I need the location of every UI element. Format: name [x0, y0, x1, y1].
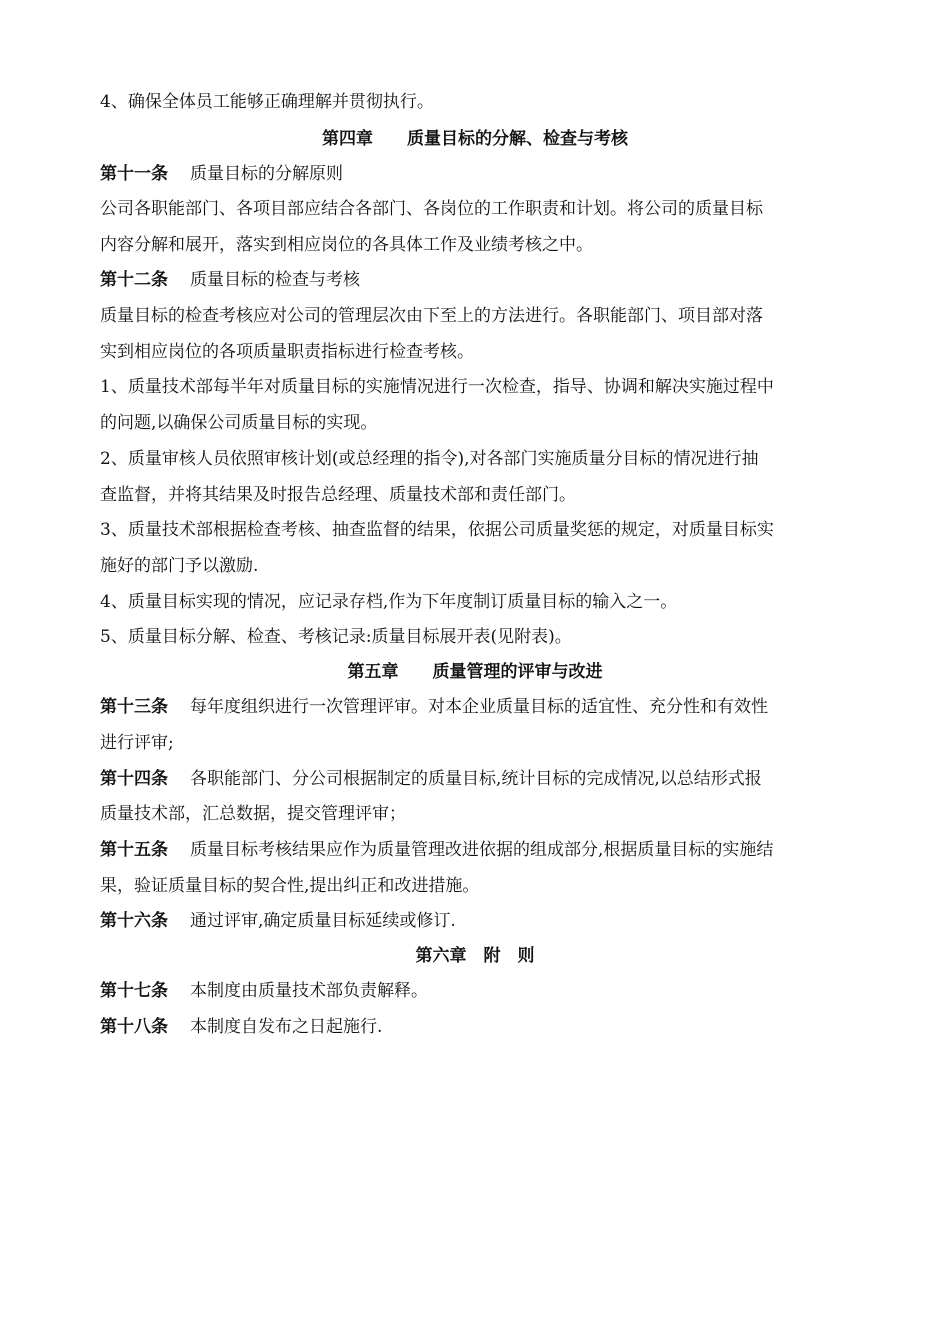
paragraph-text: 施好的部门予以激励.: [100, 556, 259, 576]
paragraph-line: [100, 802, 870, 826]
paragraph-text: 查监督，并将其结果及时报告总经理、质量技术部和责任部门。: [100, 485, 576, 505]
paragraph-text: 1、质量技术部每半年对质量目标的实施情况进行一次检查，指导、协调和解决实施过程中: [100, 377, 774, 397]
article-label: 第十一条: [100, 164, 168, 184]
paragraph-text: 公司各职能部门、各项目部应结合各部门、各岗位的工作职责和计划。将公司的质量目标: [100, 199, 763, 219]
chapter-heading-4: 第四章 质量目标的分解、检查与考核: [322, 129, 628, 149]
paragraph-text: 4、确保全体员工能够正确理解并贯彻执行。: [100, 92, 434, 112]
article-text: 质量目标考核结果应作为质量管理改进依据的组成部分,根据质量目标的实施结: [190, 840, 774, 860]
article-12: [100, 268, 870, 292]
article-label: 第十二条: [100, 270, 168, 290]
paragraph-text: 3、质量技术部根据检查考核、抽查监督的结果，依据公司质量奖惩的规定，对质量目标实: [100, 520, 774, 540]
article-11: [100, 162, 870, 186]
paragraph-text: 质量目标的检查考核应对公司的管理层次由下至上的方法进行。各职能部门、项目部对落: [100, 306, 763, 326]
list-item: [100, 590, 870, 614]
paragraph-line: [100, 197, 870, 221]
chapter-heading-6: 第六章 附 则: [415, 946, 535, 966]
article-text: 每年度组织进行一次管理评审。对本企业质量目标的适宜性、充分性和有效性: [190, 697, 768, 717]
article-title: 质量目标的检查与考核: [190, 270, 360, 290]
list-item: [100, 447, 870, 471]
article-13: [100, 695, 870, 719]
paragraph-text: 实到相应岗位的各项质量职责指标进行检查考核。: [100, 342, 474, 362]
article-18: [100, 1015, 870, 1039]
paragraph-line: [100, 340, 870, 364]
article-label: 第十三条: [100, 697, 168, 717]
paragraph-text: 2、质量审核人员依照审核计划(或总经理的指令),对各部门实施质量分目标的情况进行抽: [100, 449, 759, 469]
paragraph-text: 4、质量目标实现的情况，应记录存档,作为下年度制订质量目标的输入之一。: [100, 592, 678, 612]
article-16: [100, 909, 870, 933]
article-label: 第十八条: [100, 1017, 168, 1037]
article-label: 第十五条: [100, 840, 168, 860]
paragraph-text: 果，验证质量目标的契合性,提出纠正和改进措施。: [100, 876, 480, 896]
paragraph-text: 的问题,以确保公司质量目标的实现。: [100, 413, 378, 433]
paragraph-line: [100, 874, 870, 898]
list-item-continuation: [100, 554, 870, 578]
list-item-continuation: [100, 483, 870, 507]
list-item: [100, 375, 870, 399]
article-text: 各职能部门、分公司根据制定的质量目标,统计目标的完成情况,以总结形式报: [190, 769, 762, 789]
paragraph-text: 内容分解和展开，落实到相应岗位的各具体工作及业绩考核之中。: [100, 235, 593, 255]
paragraph-line: [100, 304, 870, 328]
chapter-heading-5: 第五章 质量管理的评审与改进: [347, 662, 603, 682]
paragraph-line: [100, 731, 870, 755]
list-item: [100, 90, 870, 114]
paragraph-text: 质量技术部，汇总数据，提交管理评审；: [100, 804, 406, 824]
paragraph-text: 5、质量目标分解、检查、考核记录:质量目标展开表(见附表)。: [100, 627, 572, 647]
list-item-continuation: [100, 411, 870, 435]
article-title: 质量目标的分解原则: [190, 164, 343, 184]
article-14: [100, 767, 870, 791]
list-item: [100, 625, 870, 649]
article-label: 第十四条: [100, 769, 168, 789]
article-17: [100, 979, 870, 1003]
article-text: 本制度由质量技术部负责解释。: [190, 981, 428, 1001]
paragraph-text: 进行评审;: [100, 733, 174, 753]
article-label: 第十七条: [100, 981, 168, 1001]
article-text: 本制度自发布之日起施行.: [190, 1017, 383, 1037]
article-label: 第十六条: [100, 911, 168, 931]
article-text: 通过评审,确定质量目标延续或修订.: [190, 911, 456, 931]
article-15: [100, 838, 870, 862]
list-item: [100, 518, 870, 542]
paragraph-line: [100, 233, 870, 257]
